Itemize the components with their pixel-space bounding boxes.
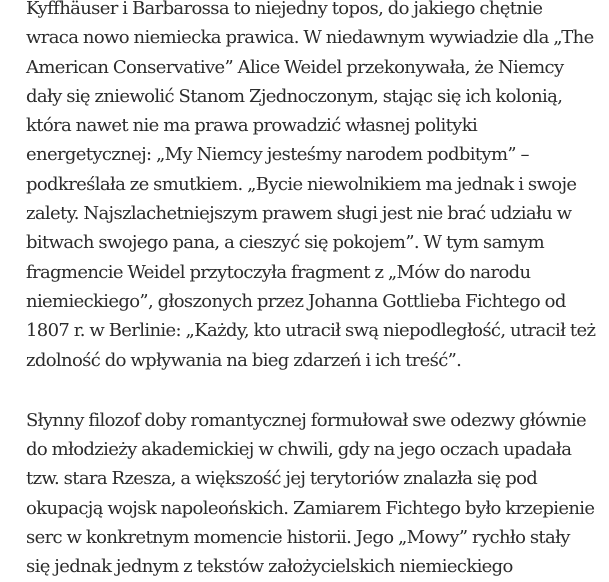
text-line: okupacją wojsk napoleońskich. Zamiarem Fichtego było krzepienie [26,497,595,519]
text-line: 1807 r. w Berlinie: „Każdy, kto utracił swą niepodległość, utracił też [26,320,596,342]
text-line: Słynny filozof doby romantycznej formułował swe odezwy głównie [26,409,587,431]
text-line: zdolność do wpływania na bieg zdarzeń i ich treść”. [26,349,462,371]
text-line: American Conservative” Alice Weidel przekonywała, że Niemcy [26,56,564,78]
text-line: się jednak jednym z tekstów założycielskich niemieckiego [26,556,513,578]
text-line: która nawet nie ma prawa prowadzić własnej polityki [26,115,478,137]
text-line: wraca nowo niemiecka prawica. W niedawnym wywiadzie dla „The [26,27,594,49]
text-line: fragmencie Weidel przytoczyła fragment z „Mów do narodu [26,261,531,283]
text-line: niemieckiego”, głoszonych przez Johanna Gottlieba Fichtego od [26,290,566,312]
text-line: podkreślała ze smutkiem. „Bycie niewolnikiem ma jednak i swoje [26,173,577,195]
text-line: dały się zniewolić Stanom Zjednoczonym, stając się ich kolonią, [26,85,563,107]
text-line: zalety. Najszlachetniejszym prawem sługi jest nie brać udziału w [26,203,572,225]
text-line: bitwach swojego pana, a cieszyć się pokojem”. W tym samym [26,232,545,254]
text-line: energetycznej: „My Niemcy jesteśmy narodem podbitym” – [26,144,529,166]
text-line: serc w konkretnym momencie historii. Jego „Mowy” rychło stały [26,527,570,549]
text-line: tzw. stara Rzesza, a większość jej terytoriów znalazła się pod [26,468,538,490]
paragraph [26,0,601,375]
text-line: do młodzieży akademickiej w chwili, gdy na jego oczach upadała [26,439,572,461]
article-body [26,0,601,582]
paragraph [26,406,601,582]
text-line: Kyffhäuser i Barbarossa to niejedny topos, do jakiego chętnie [26,0,543,19]
